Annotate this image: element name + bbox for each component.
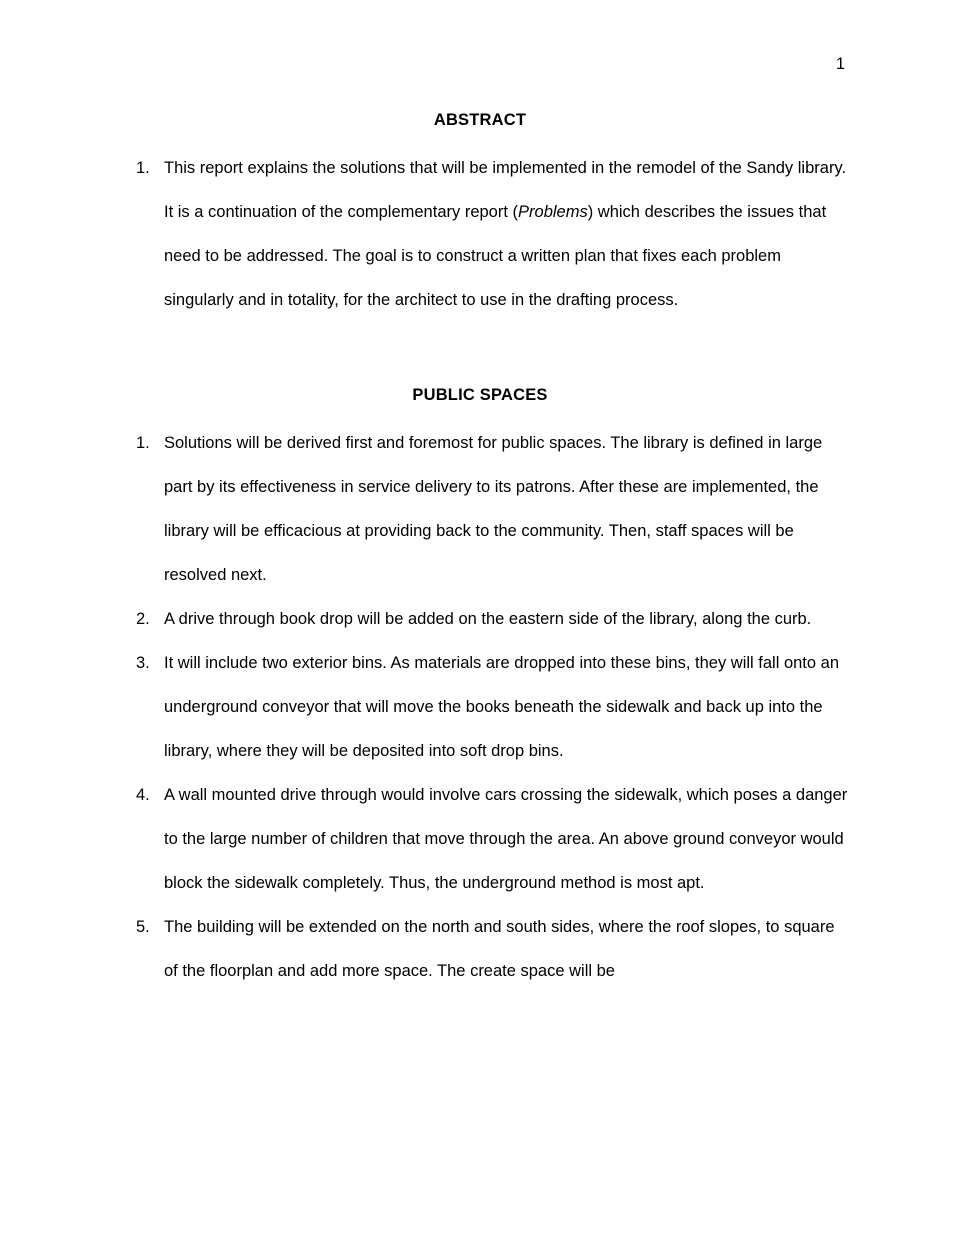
- public-spaces-list: [110, 421, 850, 993]
- list-item: [110, 905, 850, 993]
- section-heading-public-spaces: PUBLIC SPACES: [412, 385, 548, 404]
- list-item-marker: 1.: [136, 433, 150, 452]
- list-item-marker: 5.: [136, 917, 150, 936]
- list-item-marker: 3.: [136, 653, 150, 672]
- list-item: [110, 421, 850, 597]
- list-item: [110, 146, 850, 322]
- section-public-spaces: [110, 386, 850, 993]
- list-item-text-before: This report explains the solutions that will be implemented in the remodel of the Sandy library. It is a continuation of the complementary report (: [164, 158, 847, 221]
- list-item-text: Solutions will be derived first and foremost for public spaces. The library is defined in large part by its effectiveness in service delivery to its patrons. After these are implemented, the library will be efficacious at providing back to the community. Then, staff spaces will be resolved next.: [164, 433, 823, 584]
- list-item-text: The building will be extended on the north and south sides, where the roof slopes, to square of the floorplan and add more space. The create space will be: [164, 917, 835, 980]
- list-item-text: It will include two exterior bins. As materials are dropped into these bins, they will fall onto an underground conveyor that will move the books beneath the sidewalk and back up into the library, where they will be deposited into soft drop bins.: [164, 653, 840, 760]
- list-item-text: [164, 146, 850, 322]
- page-number: 1: [835, 55, 845, 73]
- list-item-marker: 4.: [136, 785, 150, 804]
- list-item: [110, 641, 850, 773]
- list-item: [110, 597, 850, 641]
- list-item-text-emphasis: Problems: [518, 202, 588, 221]
- section-heading-abstract: ABSTRACT: [433, 110, 527, 129]
- list-item-marker: 2.: [136, 609, 150, 628]
- section-abstract: [110, 111, 850, 322]
- list-item-marker: 1.: [136, 158, 150, 177]
- abstract-list: [110, 146, 850, 322]
- list-item: [110, 773, 850, 905]
- list-item-text: A drive through book drop will be added on the eastern side of the library, along the curb.: [164, 609, 812, 628]
- list-item-text: A wall mounted drive through would involve cars crossing the sidewalk, which poses a danger to the large number of children that move through the area. An above ground conveyor would block the sidewalk completely. Thus, the underground method is most apt.: [164, 785, 848, 892]
- list-item-text-after: ) which describes the issues that need to be addressed. The goal is to construct a written plan that fixes each problem singularly and in totality, for the architect to use in the drafting process.: [164, 202, 827, 309]
